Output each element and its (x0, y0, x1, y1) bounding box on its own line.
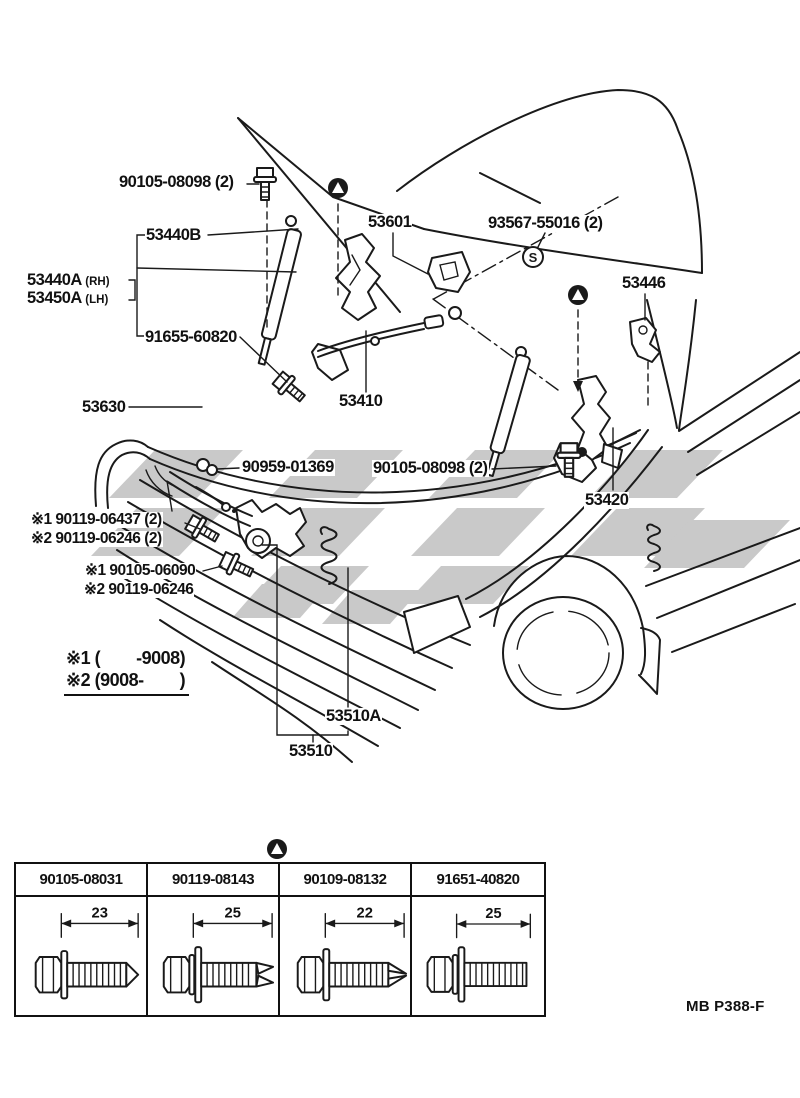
spec-col-header: 91651-40820 (412, 864, 544, 897)
label-lock-striker: 53601 (368, 213, 412, 231)
label-cable-clamp: 90959-01369 (242, 458, 334, 476)
svg-text:S: S (528, 250, 538, 265)
spec-col-header: 90109-08132 (280, 864, 412, 897)
label-stay-sub: 53440B (146, 226, 201, 244)
label-grommet-screw: 91655-60820 (145, 328, 237, 346)
bolt-drawing-cell (16, 897, 148, 1015)
spec-col-header: 90119-08143 (148, 864, 280, 897)
label-lock-spring: 53510A (326, 707, 381, 725)
label-note2-bolt: ※2 90119-06246 (2) (31, 530, 162, 547)
svg-text:25: 25 (485, 906, 502, 923)
label-bolt-mid: 90105-08098 (2) (373, 459, 488, 477)
label-note1-screw: ※1 90105-06090 (85, 562, 196, 579)
svg-text:25: 25 (224, 905, 241, 922)
bolt-drawing-cell (148, 897, 280, 1015)
svg-text:23: 23 (91, 905, 108, 922)
page-code: MB P388-F (686, 998, 765, 1015)
label-bolt-top: 90105-08098 (2) (119, 173, 234, 191)
bolt-drawing-cell (412, 897, 544, 1015)
label-support-rod: 53410 (339, 392, 383, 410)
svg-text:22: 22 (356, 905, 373, 922)
label-stay-lh: 53450A (LH) (27, 289, 109, 307)
bolt-drawing-fork-tip-washer (148, 897, 279, 1015)
date-range-note: ※1 ( -9008) ※2 (9008- ) (64, 648, 189, 696)
label-screw-clip: 93567-55016 (2) (488, 214, 603, 232)
spec-col-header: 90105-08031 (16, 864, 148, 897)
label-hinge-right: 53420 (585, 491, 629, 509)
label-lock-assembly: 53510 (289, 742, 333, 760)
bolt-drawing-cone-tip (16, 897, 147, 1015)
label-note1-bolt: ※1 90119-06437 (2) (31, 511, 162, 528)
label-fender-bracket: 53446 (622, 274, 666, 292)
label-release-cable: 53630 (82, 398, 126, 416)
label-stay-rh: 53440A (RH) (27, 271, 110, 289)
bolt-drawing-cell (280, 897, 412, 1015)
label-note2-screw: ※2 90119-06246 (84, 581, 194, 598)
bolt-drawing-flat-end-washer (412, 897, 541, 1015)
fastener-spec-table (14, 862, 546, 1017)
bolt-drawing-split-point (280, 897, 411, 1015)
